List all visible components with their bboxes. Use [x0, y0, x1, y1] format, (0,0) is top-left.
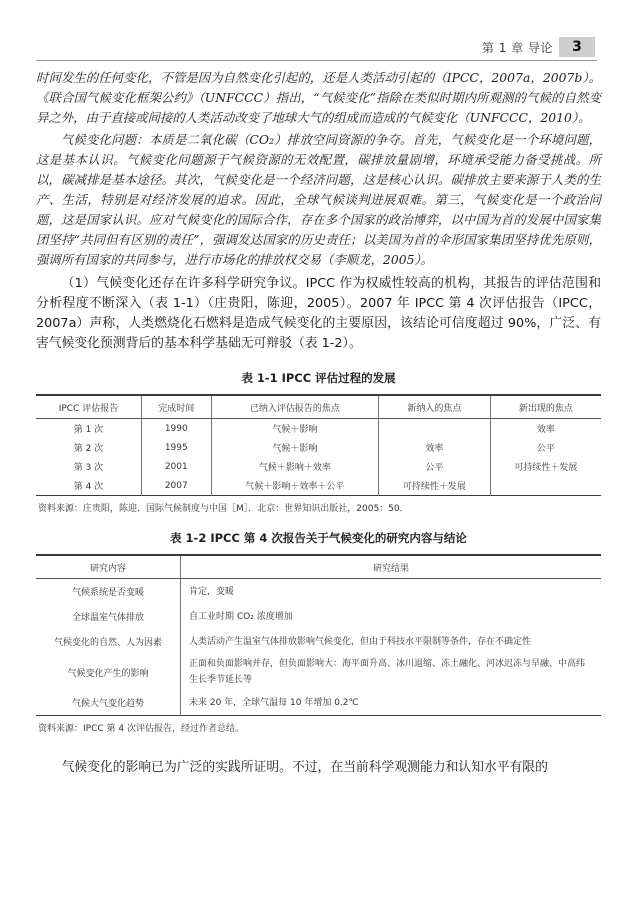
table-1-2: [36, 554, 601, 716]
column-header: 完成时间: [141, 395, 211, 419]
table-cell: 第 2 次: [73, 444, 104, 454]
page-number: 3: [559, 37, 595, 57]
table-cell: 第 1 次: [73, 425, 104, 435]
table-header-row: [36, 555, 601, 579]
table-1-2-caption: 表 1-2 IPCC 第 4 次报告关于气候变化的研究内容与结论: [170, 531, 467, 545]
table-row: [36, 438, 601, 457]
table-cell: 气候＋影响: [211, 419, 378, 439]
table-cell: 肯定，变暖: [189, 586, 235, 597]
table-cell: 气候变化的自然、人为因素: [36, 629, 181, 654]
paragraph-impacts: 气候变化的影响已为广泛的实践所证明。不过，在当前科学观测能力和认知水平有限的: [61, 760, 548, 775]
table-cell: 2001: [141, 457, 211, 476]
column-header: 新出现的焦点: [490, 395, 601, 419]
paragraph-ipcc-controversy: （1）气候变化还存在许多科学研究争议。IPCC 作为权威性较高的机构，其报告的评估范围和分析程度不断深入（表 1-1）（庄贵阳，陈迎，2005）。2007 年 IPCC 第 4 次评估报告（IPCC，2007a）声称，人类燃烧化石燃料是造成气候变化的主要原因，该结论可信度超过 90%，广泛、有害气候变化预测背后的基本科学基础无可辩驳（表 1-2）。: [36, 276, 601, 351]
table-cell: 1995: [141, 438, 211, 457]
column-header: 研究结果: [181, 555, 602, 579]
table-1-1: [36, 394, 601, 496]
table-row: [36, 476, 601, 496]
table-cell: 效率: [490, 419, 601, 439]
table-cell: 气候＋影响: [211, 438, 378, 457]
table-cell: 公平: [490, 438, 601, 457]
table-cell: 公平: [379, 457, 491, 476]
table-cell: 气候系统是否变暖: [36, 579, 181, 605]
page-body: [36, 68, 601, 778]
table-cell: 第 4 次: [73, 482, 104, 492]
table-cell: 可持续性＋发展: [379, 476, 491, 496]
header-rule: [36, 60, 597, 61]
table-cell: 气候＋影响＋效率＋公平: [211, 476, 378, 496]
table-row: [36, 690, 601, 716]
table-row: [36, 419, 601, 439]
table-cell: [379, 419, 491, 439]
table-row: [36, 654, 601, 690]
column-header: 新纳入的焦点: [379, 395, 491, 419]
table-cell: 未来 20 年，全球气温每 10 年增加 0.2℃: [189, 697, 359, 708]
table-cell: 效率: [379, 438, 491, 457]
table-cell: 1990: [141, 419, 211, 439]
table-cell: 可持续性＋发展: [490, 457, 601, 476]
table-cell: 气候＋影响＋效率: [211, 457, 378, 476]
paragraph-definition: 时间发生的任何变化，不管是因为自然变化引起的，还是人类活动引起的（IPCC，2007a，2007b）。《联合国气候变化框架公约》（UNFCCC）指出，“气候变化”指除在类似时期内所观测的气候的自然变异之外，由于直接或间接的人类活动改变了地球大气的组成而造成的气候变化（UNFCCC，2010）。: [36, 70, 601, 125]
table-header-row: [36, 395, 601, 419]
paragraph-climate-issue: 气候变化问题：本质是二氧化碳（CO₂）排放空间资源的争夺。首先，气候变化是一个环境问题，这是基本认识。气候变化问题源于气候资源的无效配置，碳排放量剧增，环境承受能力备受挑战。所以，碳减排是基本途径。其次，气候变化是一个经济问题，这是核心认识。碳排放主要来源于人类的生产、生活，特别是对经济发展的追求。因此，全球气候谈判进展艰难。第三，气候变化是一个政治问题，这是国家认识。应对气候变化的国际合作，存在多个国家的政治博弈，以中国为首的发展中国家集团坚持“共同但有区别的责任”，强调发达国家的历史责任；以美国为首的伞形国家集团坚持优先原则，强调所有国家的共同参与，进行市场化的排放权交易（李顺龙，2005）。: [36, 132, 601, 267]
table-cell: [490, 476, 601, 496]
table-1-1-caption: 表 1-1 IPCC 评估过程的发展: [241, 371, 396, 385]
table-cell: 自工业时期 CO₂ 浓度增加: [189, 611, 293, 622]
table-cell: 人类活动产生温室气体排放影响气候变化，但由于科技水平限制等条件，存在不确定性: [189, 636, 532, 647]
table-row: [36, 604, 601, 629]
table-cell: 2007: [141, 476, 211, 496]
table-row: [36, 629, 601, 654]
table-cell: 全球温室气体排放: [36, 604, 181, 629]
table-cell: 气候变化产生的影响: [36, 654, 181, 690]
table-1-1-source: 资料来源：庄贵阳，陈迎．国际气候制度与中国［M］．北京：世界知识出版社，2005：50．: [38, 504, 409, 514]
table-row: [36, 579, 601, 605]
column-header: 已纳入评估报告的焦点: [211, 395, 378, 419]
column-header: IPCC 评估报告: [36, 395, 141, 419]
table-row: [36, 457, 601, 476]
table-cell: 第 3 次: [73, 463, 104, 473]
column-header: 研究内容: [36, 555, 181, 579]
table-cell: 气候大气变化趋势: [36, 690, 181, 716]
table-1-2-source: 资料来源：IPCC 第 4 次评估报告，经过作者总结。: [38, 724, 244, 734]
table-cell: 正面和负面影响并存，但负面影响大：海平面升高、冰川退缩、冻土融化、河冰迟冻与早融、中高纬生长季节延长等: [189, 659, 586, 685]
chapter-title: 第 1 章 导论: [481, 40, 553, 55]
running-head: [482, 36, 595, 58]
